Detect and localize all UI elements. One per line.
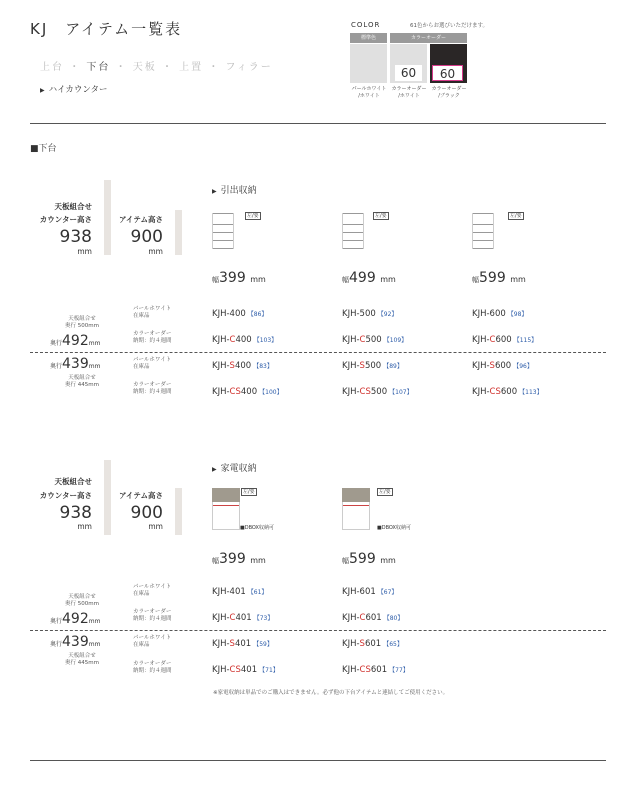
width-label: 幅599 mm [472, 270, 526, 286]
swatch-caption: カラーオーダー /ブラック [431, 86, 467, 99]
page-ref: 【115】 [513, 337, 538, 344]
swatch-pearl-white[interactable] [350, 44, 387, 83]
page-ref: 【109】 [383, 337, 408, 344]
product-code[interactable]: KJH-CS600 【113】 [472, 387, 543, 397]
nav-item-lower[interactable]: 下台 [86, 62, 111, 73]
product-code[interactable]: KJH-500 【92】 [342, 309, 398, 319]
nav-sep: ・ [208, 62, 221, 73]
depth-divider [30, 352, 606, 353]
mm-label: mm [77, 247, 92, 256]
product-code[interactable]: KJH-CS601 【77】 [342, 665, 409, 675]
stock-hint: パールホワイト 在庫品 [133, 635, 172, 648]
counter-height-value: 938 [59, 227, 92, 247]
group-title-appliance: ▶ 家電収納 [212, 464, 257, 474]
product-code[interactable]: KJH-401 【61】 [212, 587, 268, 597]
page-ref: 【61】 [247, 589, 268, 596]
product-code[interactable]: KJH-C601 【80】 [342, 613, 404, 623]
product-code[interactable]: KJH-C401 【73】 [212, 613, 274, 623]
mm-label: mm [77, 522, 92, 531]
page-ref: 【89】 [383, 363, 403, 370]
nav-sep: ・ [161, 62, 174, 73]
page-ref: 【113】 [519, 389, 543, 396]
sub-category-label: ハイカウンター [48, 85, 108, 95]
order-hint: カラーオーダー 納期：約４週間 [133, 331, 172, 344]
swatch-count: 60 [395, 65, 422, 81]
lr-badge: 左/要 [243, 489, 255, 495]
page-ref: 【92】 [377, 311, 398, 318]
counter-height-label: カウンター高さ [39, 215, 92, 224]
lr-badge: 左/要 [510, 213, 522, 219]
product-code[interactable]: KJH-CS500 【107】 [342, 387, 413, 397]
page-ref: 【67】 [377, 589, 398, 596]
page-ref: 【77】 [389, 667, 409, 674]
width-label: 幅399 mm [212, 270, 266, 286]
cabinet-drawer-icon [342, 213, 364, 249]
page-ref: 【71】 [259, 667, 279, 674]
nav-item-over[interactable]: 上置 [179, 62, 204, 73]
dbox-note: ■DBOX収納可 [240, 525, 274, 531]
combo-label: 天板組合せ [54, 202, 92, 211]
page-ref: 【107】 [389, 389, 413, 396]
swatch-caption: パールホワイト /ホワイト [351, 86, 387, 99]
nav-sep: ・ [115, 62, 128, 73]
page-ref: 【100】 [259, 389, 283, 396]
play-icon: ▶ [212, 188, 217, 195]
cabinet-drawer-icon [212, 213, 234, 249]
sub-category[interactable] [40, 83, 108, 95]
lr-badge: 左/要 [247, 213, 259, 219]
lr-badge: 左/要 [375, 213, 387, 219]
depth-439: 奥行439mm [50, 634, 101, 650]
item-height-label: アイテム高さ [119, 215, 163, 224]
dbox-note: ■DBOX収納可 [377, 525, 411, 531]
order-hint: カラーオーダー 納期：約４週間 [133, 609, 172, 622]
combo-label: 天板組合せ [54, 477, 92, 486]
depth-note: 天板組合せ 奥行 500mm [65, 594, 99, 607]
stock-hint: パールホワイト 在庫品 [133, 584, 172, 597]
cabinet-drawer-icon [472, 213, 494, 249]
depth-divider [30, 630, 606, 631]
item-height-label: アイテム高さ [119, 491, 163, 500]
group-title-drawer: ▶ 引出収納 [212, 186, 257, 196]
product-code[interactable]: KJH-S400 【83】 [212, 361, 273, 371]
color-note: 61色からお選びいただけます。 [410, 23, 489, 29]
product-code[interactable]: KJH-400 【86】 [212, 309, 268, 319]
order-hint: カラーオーダー 納期：約４週間 [133, 382, 172, 395]
counter-height-value: 938 [59, 503, 92, 523]
section-nav [40, 58, 273, 73]
cabinet-appliance-icon [342, 488, 370, 530]
stock-hint: パールホワイト 在庫品 [133, 357, 172, 370]
product-code[interactable]: KJH-601 【67】 [342, 587, 398, 597]
item-height-value: 900 [130, 227, 163, 247]
order-hint: カラーオーダー 納期：約４週間 [133, 661, 172, 674]
page-ref: 【59】 [253, 641, 273, 648]
width-label: 幅599 mm [342, 551, 396, 567]
swatch-count: 60 [432, 65, 463, 81]
nav-item-filler[interactable]: フィラー [225, 62, 273, 73]
divider [30, 760, 606, 761]
color-order-header: カラーオーダー [390, 33, 467, 43]
page-title: KJ アイテム一覧表 [30, 20, 183, 38]
swatch-caption: カラーオーダー /ホワイト [391, 86, 427, 99]
width-label: 幅499 mm [342, 270, 396, 286]
page-ref: 【83】 [253, 363, 273, 370]
nav-sep: ・ [69, 62, 82, 73]
depth-492: 奥行492mm [50, 333, 101, 349]
width-label: 幅399 mm [212, 551, 266, 567]
page-ref: 【103】 [253, 337, 278, 344]
product-code[interactable]: KJH-S600 【96】 [472, 361, 533, 371]
play-icon: ▶ [40, 87, 45, 94]
product-code[interactable]: KJH-C400 【103】 [212, 335, 278, 345]
page-ref: 【80】 [383, 615, 404, 622]
nav-item-top[interactable]: 天板 [132, 62, 157, 73]
product-code[interactable]: KJH-C500 【109】 [342, 335, 408, 345]
lr-badge: 左/要 [379, 489, 391, 495]
depth-note: 天板組合せ 奥行 500mm [65, 316, 99, 329]
page-ref: 【73】 [253, 615, 274, 622]
standard-color-header: 標準色 [350, 33, 387, 43]
page-ref: 【65】 [383, 641, 403, 648]
page-ref: 【96】 [513, 363, 533, 370]
product-code[interactable]: KJH-S500 【89】 [342, 361, 403, 371]
product-code[interactable]: KJH-S401 【59】 [212, 639, 273, 649]
height-bar [175, 210, 182, 255]
counter-height-label: カウンター高さ [39, 491, 92, 500]
product-code[interactable]: KJH-C600 【115】 [472, 335, 538, 345]
color-label: COLOR [351, 21, 381, 29]
depth-note: 天板組合せ 奥行 445mm [65, 653, 99, 666]
section-title: ■下台 [30, 144, 57, 154]
play-icon: ▶ [212, 466, 217, 473]
depth-439: 奥行439mm [50, 356, 101, 372]
product-code[interactable]: KJH-S601 【65】 [342, 639, 403, 649]
cabinet-appliance-icon [212, 488, 240, 530]
item-height-value: 900 [130, 503, 163, 523]
height-bar [175, 488, 182, 535]
page-ref: 【98】 [507, 311, 528, 318]
product-code[interactable]: KJH-CS401 【71】 [212, 665, 279, 675]
depth-492: 奥行492mm [50, 611, 101, 627]
divider [30, 123, 606, 124]
nav-item-upper[interactable]: 上台 [40, 62, 64, 73]
product-code[interactable]: KJH-600 【98】 [472, 309, 528, 319]
mm-label: mm [148, 247, 163, 256]
mm-label: mm [148, 522, 163, 531]
product-code[interactable]: KJH-CS400 【100】 [212, 387, 283, 397]
page-ref: 【86】 [247, 311, 268, 318]
stock-hint: パールホワイト 在庫品 [133, 306, 172, 319]
footnote: ※家電収納は単品でのご購入はできません。必ず他の下台アイテムと連結してご使用ください。 [213, 690, 449, 696]
depth-note: 天板組合せ 奥行 445mm [65, 375, 99, 388]
